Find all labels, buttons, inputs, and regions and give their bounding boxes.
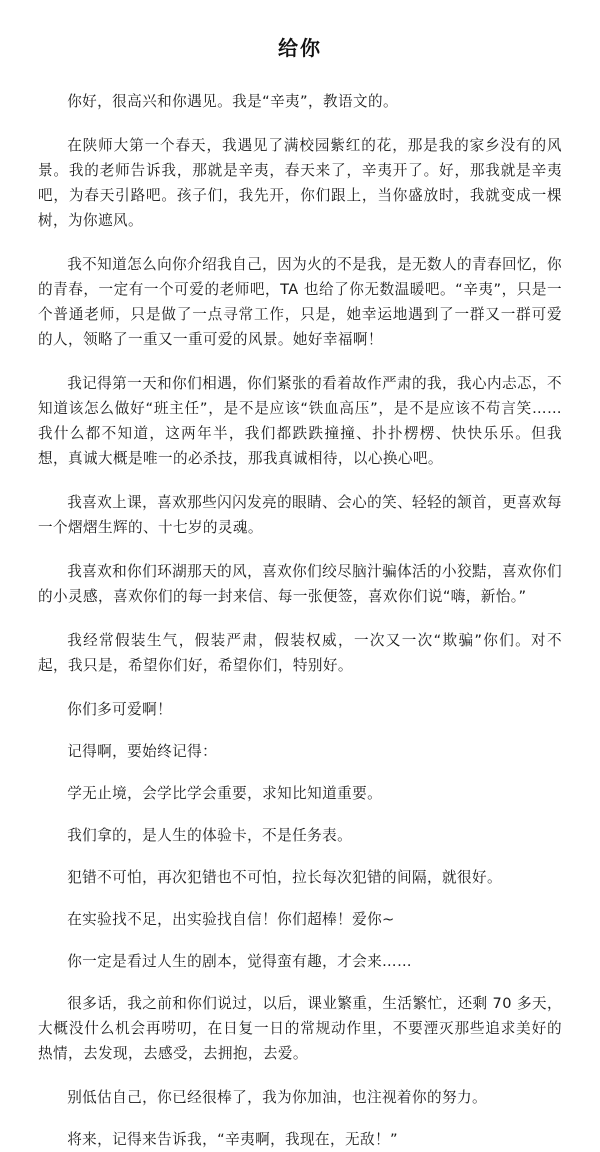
paragraph-15: 很多话，我之前和你们说过，以后，课业繁重，生活繁忙，还剩 70 多天，大概没什么机会再唠叨，在日复一日的常规动作里，不要湮灭那些追求美好的热情，去发现，去感受，去拥抱，去爱。 xyxy=(38,995,562,1062)
paragraph-16: 别低估自己，你已经很棒了，我为你加油，也注视着你的努力。 xyxy=(67,1089,488,1106)
paragraph-6: 我喜欢和你们环湖那天的风，喜欢你们绞尽脑汁骗体活的小狡黠，喜欢你们的小灵感，喜欢你们的每一封来信、每一张便签，喜欢你们说“嗨，新怡。” xyxy=(38,563,562,605)
paragraph-12: 犯错不可怕，再次犯错也不可怕，拉长每次犯错的间隔，就很好。 xyxy=(67,869,503,886)
paragraph-5: 我喜欢上课，喜欢那些闪闪发亮的眼睛、会心的笑、轻轻的颔首，更喜欢每一个熠熠生辉的、十七岁的灵魂。 xyxy=(38,494,562,536)
paragraph-2: 在陕师大第一个春天，我遇见了满校园紫红的花，那是我的家乡没有的风景。我的老师告诉我，那就是辛夷，春天来了，辛夷开了。好，那我就是辛夷吧，为春天引路吧。孩子们，我先开，你们跟上，当你盛放时，我就变成一棵树，为你遮风。 xyxy=(38,137,562,229)
paragraph-7: 我经常假装生气，假装严肃，假装权威，一次又一次“欺骗”你们。对不起，我只是，希望你们好，希望你们，特别好。 xyxy=(38,632,562,674)
paragraph-10: 学无止境，会学比学会重要，求知比知道重要。 xyxy=(67,785,383,802)
document-title: 给你 xyxy=(278,36,322,60)
paragraph-13: 在实验找不足，出实验找自信！你们超棒！爱你~ xyxy=(67,911,395,928)
paragraph-9: 记得啊，要始终记得： xyxy=(67,743,218,760)
paragraph-8: 你们多可爱啊！ xyxy=(67,701,173,718)
paragraph-3: 我不知道怎么向你介绍我自己，因为火的不是我，是无数人的青春回忆，你的青春，一定有一个可爱的老师吧，TA 也给了你无数温暖吧。“辛夷”，只是一个普通老师，只是做了一点寻常工作，只是，她幸运地遇到了一群又一群可爱的人，领略了一重又一重可爱的风景。她好幸福啊！ xyxy=(38,256,562,348)
paragraph-1: 你好，很高兴和你遇见。我是“辛夷”，教语文的。 xyxy=(67,93,398,110)
paragraph-17: 将来，记得来告诉我，“辛夷啊，我现在，无敌！” xyxy=(67,1131,398,1148)
paragraph-11: 我们拿的，是人生的体验卡，不是任务表。 xyxy=(67,827,353,844)
paragraph-4: 我记得第一天和你们相遇，你们紧张的看着故作严肃的我，我心内忐忑，不知道该怎么做好“班主任”，是不是应该“铁血高压”，是不是应该不苟言笑……我什么都不知道，这两年半，我们都跌跌撞撞、扑扑楞楞、快快乐乐。但我想，真诚大概是唯一的必杀技，那我真诚相待，以心换心吧。 xyxy=(38,375,562,467)
paragraph-14: 你一定是看过人生的剧本，觉得蛮有趣，才会来…… xyxy=(67,953,413,970)
